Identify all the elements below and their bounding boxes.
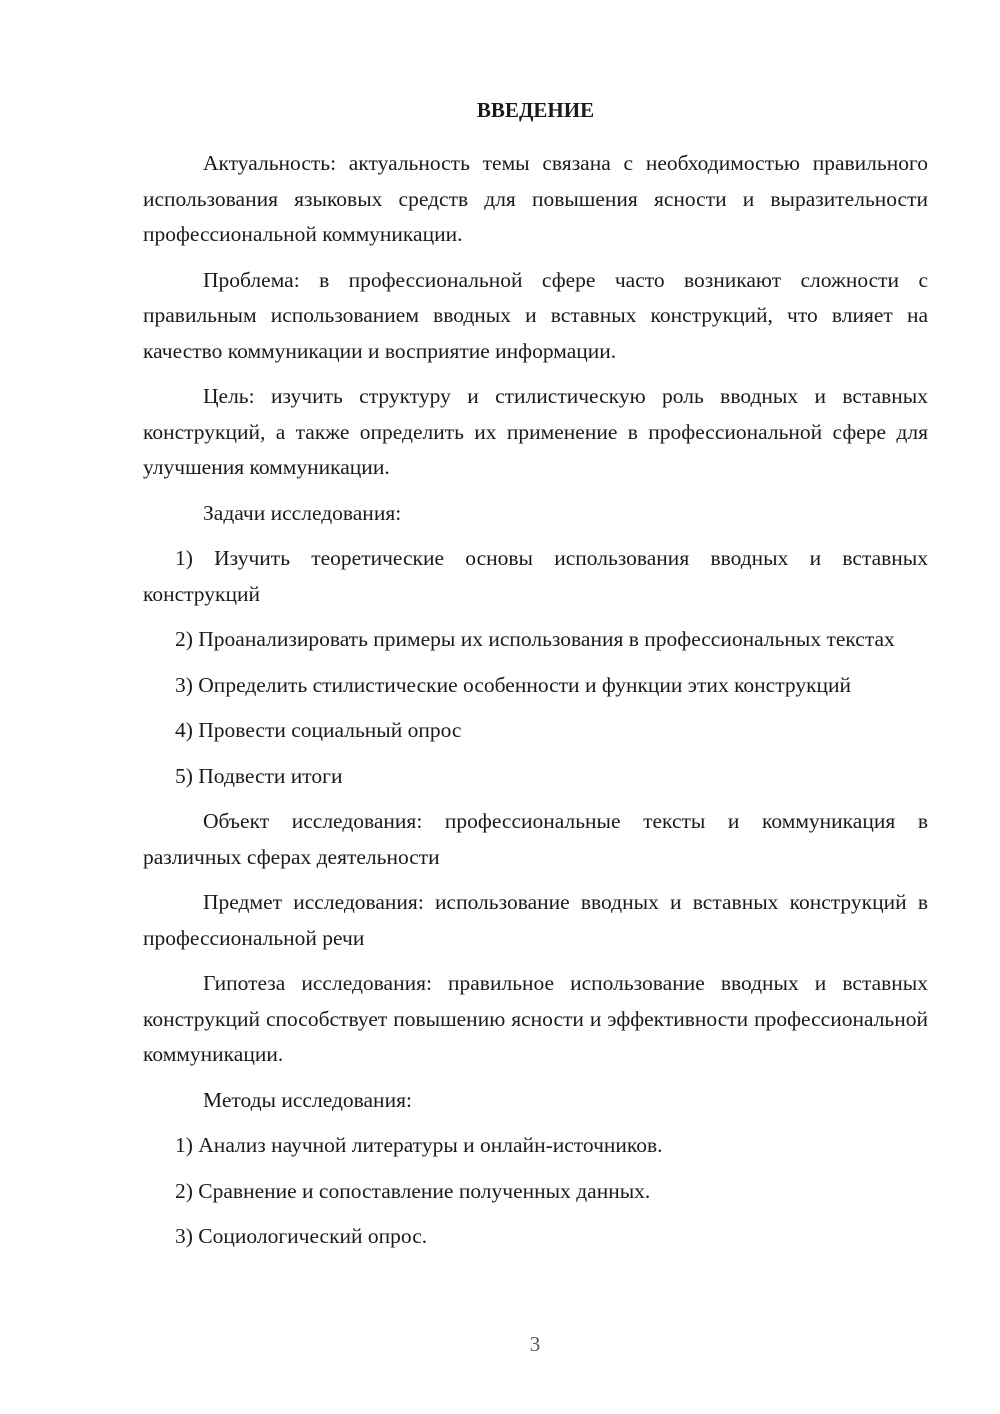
task-item-5: 5) Подвести итоги (175, 763, 343, 788)
method-item-3: 3) Социологический опрос. (175, 1224, 428, 1248)
method-item-1: 1) Анализ научной литературы и онлайн-источников. (175, 1133, 663, 1157)
task-item-4: 4) Провести социальный опрос (175, 718, 462, 742)
object-paragraph: Объект исследования: профессиональные тексты и коммуникация в различных сферах деятельности (143, 809, 928, 869)
method-item-2: 2) Сравнение и сопоставление полученных данных. (175, 1178, 651, 1203)
page-title: ВВЕДЕНИЕ (476, 98, 595, 122)
hypothesis-paragraph: Гипотеза исследования: правильное использование вводных и вставных конструкций способствует повышению ясности и эффективности профессиональной коммуникации. (143, 971, 928, 1066)
task-item-1: 1) Изучить теоретические основы использования вводных и вставных конструкций (143, 546, 928, 606)
relevance-paragraph: Актуальность: актуальность темы связана с необходимостью правильного использования языковых средств для повышения ясности и выразительности профессиональной коммуникации. (143, 151, 928, 246)
document-body (143, 92, 928, 1265)
problem-paragraph: Проблема: в профессиональной сфере часто возникают сложности с правильным использованием вводных и вставных конструкций, что влияет на качество коммуникации и восприятие информации. (143, 267, 928, 363)
tasks-heading: Задачи исследования: (203, 500, 402, 525)
goal-paragraph: Цель: изучить структуру и стилистическую роль вводных и вставных конструкций, а также определить их применение в профессиональной сфере для улучшения коммуникации. (143, 384, 928, 479)
page-number: 3 (529, 1332, 541, 1356)
task-item-3: 3) Определить стилистические особенности и функции этих конструкций (175, 672, 852, 697)
task-item-2: 2) Проанализировать примеры их использования в профессиональных текстах (175, 627, 895, 651)
methods-heading: Методы исследования: (203, 1087, 412, 1112)
subject-paragraph: Предмет исследования: использование вводных и вставных конструкций в профессиональной речи (143, 890, 928, 950)
